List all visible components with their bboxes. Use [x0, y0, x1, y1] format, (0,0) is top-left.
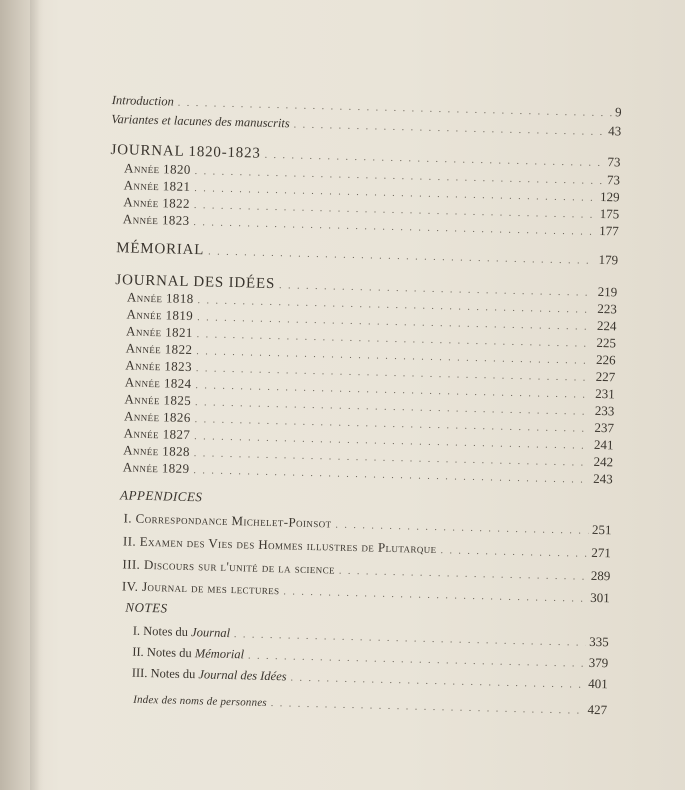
toc-page-number: 427 [587, 701, 608, 718]
toc-page-number: 226 [595, 351, 616, 368]
toc-page-number: 223 [597, 300, 618, 317]
toc-page-number: 401 [588, 675, 608, 692]
toc-page-number: 237 [594, 419, 615, 436]
leader-dots [290, 673, 584, 691]
toc-label: I. Correspondance Michelet-Poinsot [123, 510, 332, 531]
toc-page-number: 271 [591, 544, 612, 561]
toc-label: Variantes et lacunes des manuscrits [111, 111, 290, 131]
toc-label: Année 1823 [125, 357, 193, 375]
toc-page-number: 301 [590, 589, 610, 606]
toc-label: II. Examen des Vies des Hommes illustres de Plutarque [122, 533, 437, 557]
leader-dots [294, 119, 605, 138]
toc-section-title: JOURNAL 1820-1823 [110, 141, 261, 162]
toc-label: Année 1822 [123, 194, 191, 211]
toc-label: Année 1828 [123, 442, 191, 460]
toc-label-prefix: I. Notes du [132, 623, 192, 640]
toc-label [132, 666, 287, 685]
toc-section-title: MÉMORIAL [115, 240, 205, 259]
toc-label [133, 624, 231, 641]
toc-label [132, 645, 244, 663]
toc-page-number: 289 [590, 567, 611, 584]
toc-page-number: 175 [599, 205, 620, 222]
toc-page-number: 242 [593, 453, 614, 470]
leader-dots [283, 586, 586, 604]
toc-label: Année 1825 [124, 391, 192, 409]
toc-label: Année 1826 [123, 408, 191, 426]
toc-page-number: 179 [598, 251, 619, 268]
toc-label: Année 1827 [123, 425, 191, 443]
leader-dots [271, 698, 584, 717]
leader-dots [248, 650, 585, 669]
toc-label: Année 1822 [125, 340, 193, 358]
toc-label: IV. Journal de mes lectures [121, 578, 280, 598]
toc-page-number: 233 [594, 402, 615, 419]
toc-page-number: 243 [593, 470, 613, 487]
toc-label: Année 1824 [124, 374, 192, 392]
toc-label-prefix: III. Notes du [131, 665, 199, 682]
leader-dots [234, 629, 585, 649]
toc-section-title: JOURNAL DES IDÉES [115, 272, 276, 293]
toc-label-title: Journal des Idées [198, 667, 287, 684]
toc-entry-memorial [116, 240, 618, 270]
toc-page-number: 219 [597, 283, 618, 300]
toc-page-number: 73 [606, 172, 621, 188]
toc-entry-index [133, 691, 607, 721]
toc-label-title: Mémorial [194, 646, 245, 662]
toc-label: Introduction [111, 92, 174, 109]
leader-dots [339, 566, 587, 583]
toc-page-number: 227 [595, 368, 616, 385]
toc-label: Année 1829 [122, 459, 190, 477]
leader-dots [335, 520, 588, 537]
toc-page-number: 224 [596, 317, 617, 334]
toc-label: Année 1821 [123, 177, 191, 194]
table-of-contents [96, 92, 621, 744]
toc-page-number: 251 [591, 521, 612, 538]
toc-label: Année 1819 [126, 306, 194, 324]
toc-page-number: 177 [599, 222, 619, 239]
toc-section-heading: APPENDICES [119, 487, 203, 505]
toc-page-number: 73 [607, 154, 621, 170]
toc-label: Année 1823 [122, 211, 190, 228]
toc-section-heading: NOTES [125, 599, 168, 616]
toc-page-number: 231 [595, 385, 615, 402]
page-fold-shadow [30, 0, 40, 790]
toc-page-number: 335 [589, 633, 609, 650]
toc-page-number: 9 [614, 104, 622, 120]
toc-page-number: 43 [608, 123, 622, 139]
toc-label: III. Discours sur l'unité de la science [122, 556, 336, 577]
toc-label: Année 1820 [123, 160, 191, 177]
toc-label: Index des noms de personnes [133, 693, 267, 709]
toc-label: Année 1821 [125, 323, 193, 341]
leader-dots [440, 545, 587, 560]
toc-page-number: 129 [599, 188, 620, 205]
toc-page-number: 241 [593, 436, 614, 453]
toc-page-number: 225 [596, 334, 617, 351]
toc-page-number: 379 [588, 654, 609, 671]
toc-label-title: Journal [190, 625, 231, 641]
leader-dots [208, 246, 595, 266]
toc-label: Année 1818 [126, 289, 194, 307]
toc-label-prefix: II. Notes du [132, 644, 195, 661]
